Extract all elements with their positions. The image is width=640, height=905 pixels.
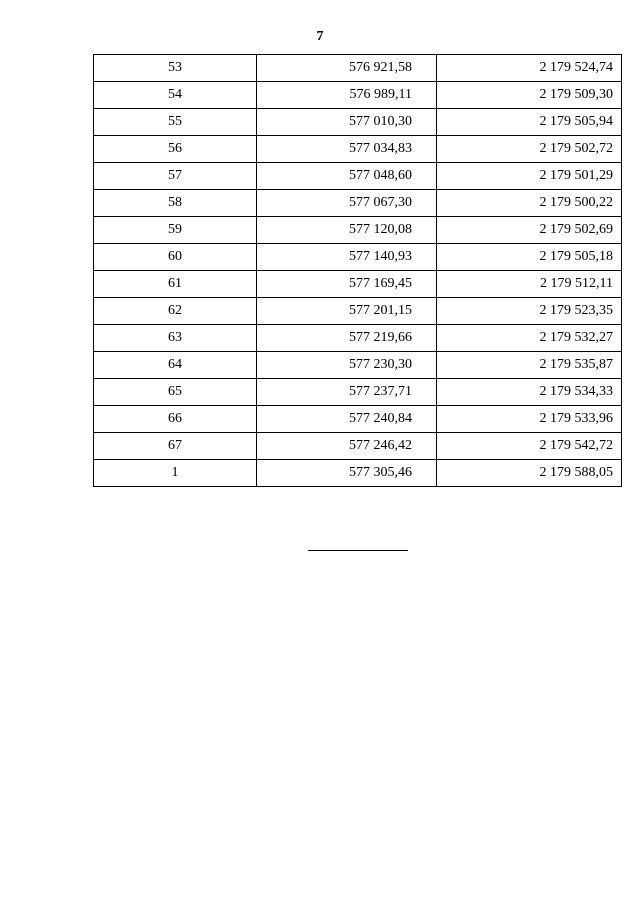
point-number-cell: 1 bbox=[94, 460, 257, 487]
x-coordinate-cell: 577 048,60 bbox=[257, 163, 437, 190]
x-coordinate-cell: 577 034,83 bbox=[257, 136, 437, 163]
y-coordinate-cell: 2 179 509,30 bbox=[437, 82, 622, 109]
x-coordinate-cell: 577 120,08 bbox=[257, 217, 437, 244]
point-number-cell: 60 bbox=[94, 244, 257, 271]
page-number: 7 bbox=[316, 29, 324, 44]
y-coordinate-cell: 2 179 505,94 bbox=[437, 109, 622, 136]
x-coordinate-cell: 576 989,11 bbox=[257, 82, 437, 109]
table-row bbox=[94, 163, 622, 190]
y-coordinate-cell: 2 179 524,74 bbox=[437, 55, 622, 82]
y-coordinate-cell: 2 179 535,87 bbox=[437, 352, 622, 379]
point-number-cell: 65 bbox=[94, 379, 257, 406]
x-coordinate-cell: 577 201,15 bbox=[257, 298, 437, 325]
table-row bbox=[94, 433, 622, 460]
y-coordinate-cell: 2 179 533,96 bbox=[437, 406, 622, 433]
table-row bbox=[94, 352, 622, 379]
x-coordinate-cell: 577 240,84 bbox=[257, 406, 437, 433]
coordinates-table bbox=[93, 54, 622, 487]
table-row bbox=[94, 406, 622, 433]
table-row bbox=[94, 55, 622, 82]
y-coordinate-cell: 2 179 588,05 bbox=[437, 460, 622, 487]
point-number-cell: 53 bbox=[94, 55, 257, 82]
x-coordinate-cell: 577 246,42 bbox=[257, 433, 437, 460]
point-number-cell: 59 bbox=[94, 217, 257, 244]
table-row bbox=[94, 379, 622, 406]
point-number-cell: 63 bbox=[94, 325, 257, 352]
table-row bbox=[94, 460, 622, 487]
x-coordinate-cell: 577 169,45 bbox=[257, 271, 437, 298]
point-number-cell: 58 bbox=[94, 190, 257, 217]
point-number-cell: 64 bbox=[94, 352, 257, 379]
y-coordinate-cell: 2 179 523,35 bbox=[437, 298, 622, 325]
table-row bbox=[94, 244, 622, 271]
table-row bbox=[94, 109, 622, 136]
y-coordinate-cell: 2 179 502,69 bbox=[437, 217, 622, 244]
point-number-cell: 61 bbox=[94, 271, 257, 298]
y-coordinate-cell: 2 179 501,29 bbox=[437, 163, 622, 190]
end-of-document-line bbox=[308, 550, 408, 551]
y-coordinate-cell: 2 179 542,72 bbox=[437, 433, 622, 460]
table-row bbox=[94, 271, 622, 298]
table-row bbox=[94, 217, 622, 244]
x-coordinate-cell: 576 921,58 bbox=[257, 55, 437, 82]
point-number-cell: 55 bbox=[94, 109, 257, 136]
coordinates-table-body bbox=[94, 55, 622, 487]
x-coordinate-cell: 577 305,46 bbox=[257, 460, 437, 487]
table-row bbox=[94, 190, 622, 217]
x-coordinate-cell: 577 219,66 bbox=[257, 325, 437, 352]
table-row bbox=[94, 298, 622, 325]
y-coordinate-cell: 2 179 505,18 bbox=[437, 244, 622, 271]
point-number-cell: 54 bbox=[94, 82, 257, 109]
point-number-cell: 66 bbox=[94, 406, 257, 433]
y-coordinate-cell: 2 179 512,11 bbox=[437, 271, 622, 298]
table-row bbox=[94, 82, 622, 109]
point-number-cell: 67 bbox=[94, 433, 257, 460]
table-row bbox=[94, 325, 622, 352]
y-coordinate-cell: 2 179 500,22 bbox=[437, 190, 622, 217]
table-row bbox=[94, 136, 622, 163]
point-number-cell: 57 bbox=[94, 163, 257, 190]
y-coordinate-cell: 2 179 502,72 bbox=[437, 136, 622, 163]
point-number-cell: 62 bbox=[94, 298, 257, 325]
y-coordinate-cell: 2 179 532,27 bbox=[437, 325, 622, 352]
x-coordinate-cell: 577 237,71 bbox=[257, 379, 437, 406]
x-coordinate-cell: 577 140,93 bbox=[257, 244, 437, 271]
point-number-cell: 56 bbox=[94, 136, 257, 163]
x-coordinate-cell: 577 067,30 bbox=[257, 190, 437, 217]
y-coordinate-cell: 2 179 534,33 bbox=[437, 379, 622, 406]
x-coordinate-cell: 577 010,30 bbox=[257, 109, 437, 136]
x-coordinate-cell: 577 230,30 bbox=[257, 352, 437, 379]
